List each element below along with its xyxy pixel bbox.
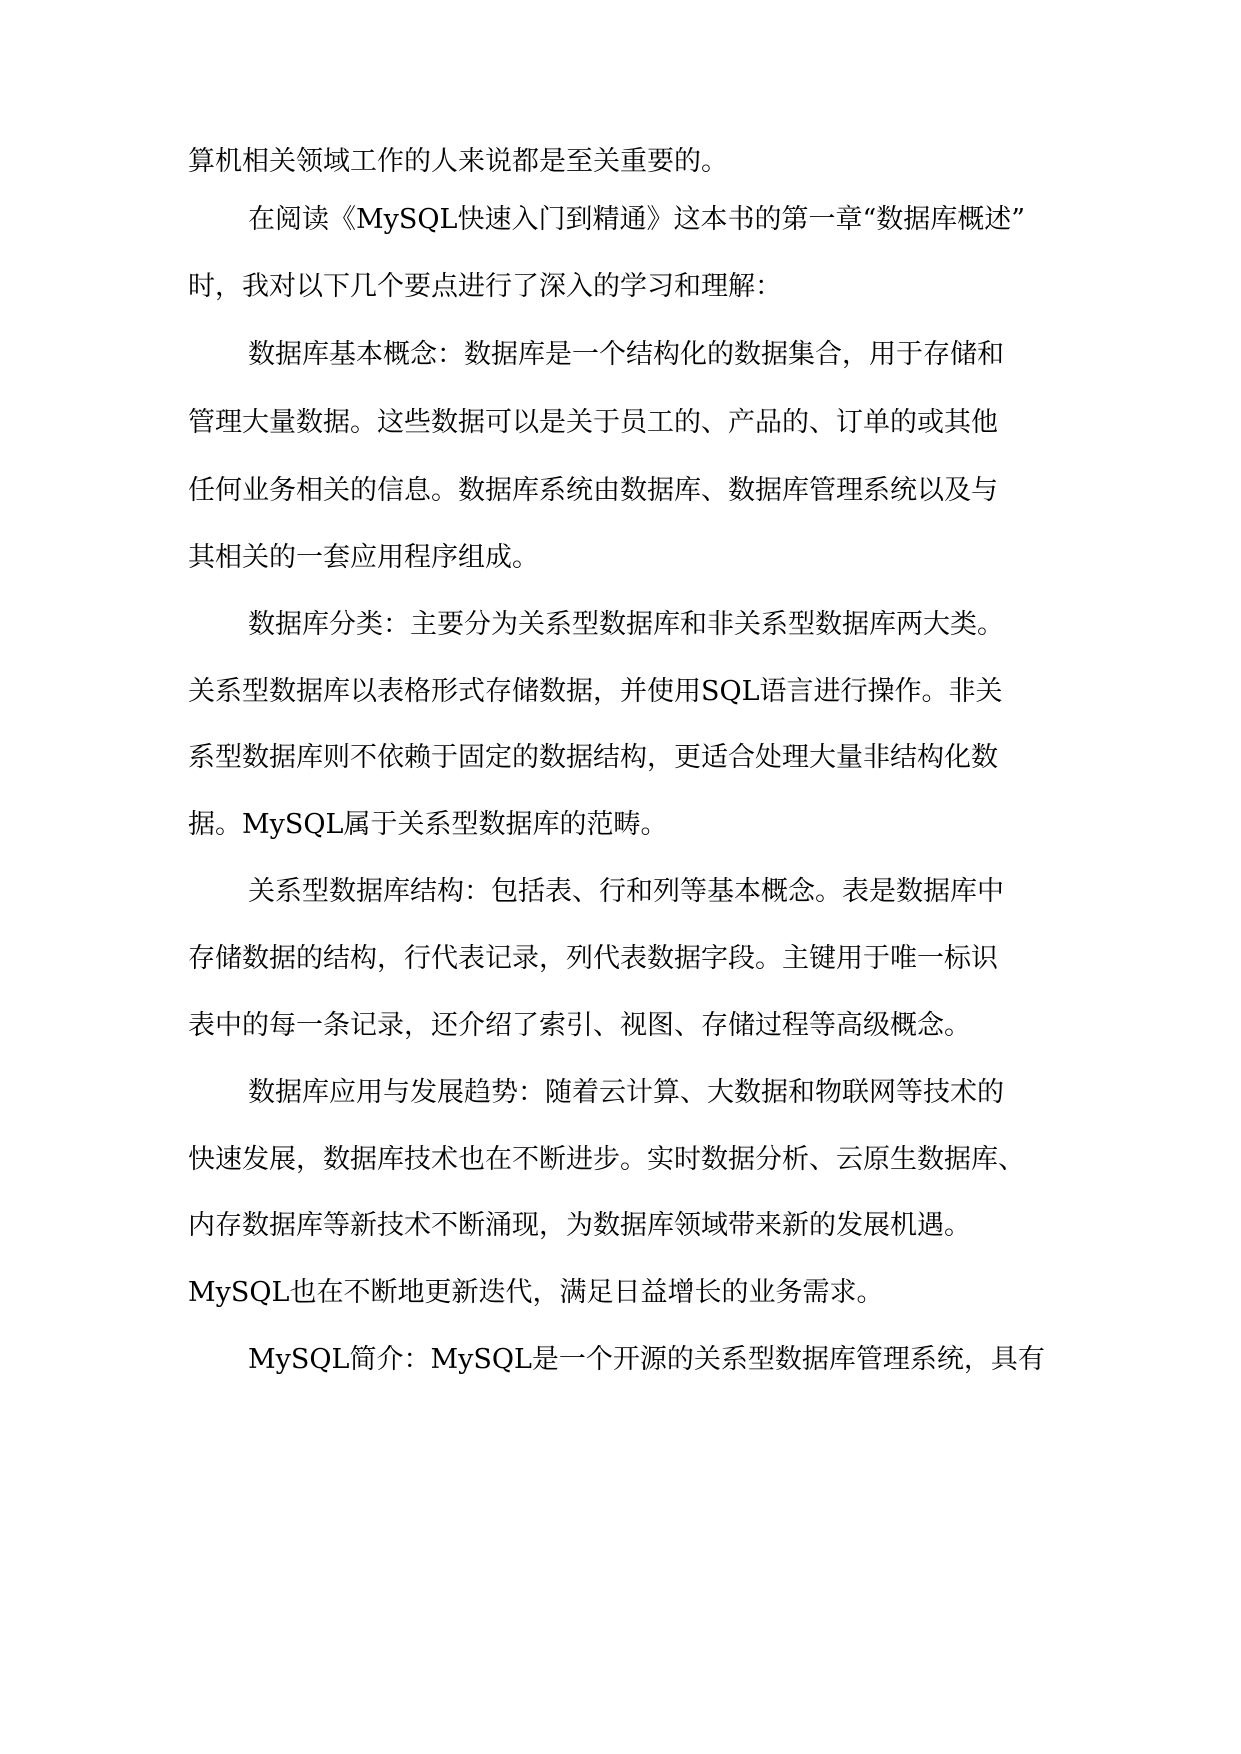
text-line: 表中的每一条记录，还介绍了索引、视图、存储过程等高级概念。 — [188, 1010, 971, 1041]
text-line: 快速发展，数据库技术也在不断进步。实时数据分析、云原生数据库、 — [188, 1144, 1025, 1175]
text-line: 任何业务相关的信息。数据库系统由数据库、数据库管理系统以及与 — [188, 475, 998, 506]
text-line: 关系型数据库结构：包括表、行和列等基本概念。表是数据库中 — [248, 876, 1004, 907]
text-line: 在阅读《MySQL快速入门到精通》这本书的第一章“数据库概述” — [248, 204, 1026, 235]
text-line: 系型数据库则不依赖于固定的数据结构，更适合处理大量非结构化数 — [188, 742, 998, 773]
text-line: 算机相关领域工作的人来说都是至关重要的。 — [188, 146, 728, 177]
text-line: 时，我对以下几个要点进行了深入的学习和理解： — [188, 271, 782, 302]
text-line: 数据库基本概念：数据库是一个结构化的数据集合，用于存储和 — [248, 339, 1004, 370]
text-line: MySQL简介：MySQL是一个开源的关系型数据库管理系统，具有 — [248, 1344, 1045, 1375]
text-line: 据。MySQL属于关系型数据库的范畴。 — [188, 809, 668, 840]
text-line: 管理大量数据。这些数据可以是关于员工的、产品的、订单的或其他 — [188, 407, 998, 438]
text-line: 其相关的一套应用程序组成。 — [188, 542, 539, 573]
text-line: 内存数据库等新技术不断涌现，为数据库领域带来新的发展机遇。 — [188, 1210, 971, 1241]
text-line: 数据库分类：主要分为关系型数据库和非关系型数据库两大类。 — [248, 609, 1004, 640]
text-line: 关系型数据库以表格形式存储数据，并使用SQL语言进行操作。非关 — [188, 676, 1003, 707]
text-line: 存储数据的结构，行代表记录，列代表数据字段。主键用于唯一标识 — [188, 943, 998, 974]
text-line: 数据库应用与发展趋势：随着云计算、大数据和物联网等技术的 — [248, 1077, 1004, 1108]
text-line: MySQL也在不断地更新迭代，满足日益增长的业务需求。 — [188, 1277, 884, 1308]
